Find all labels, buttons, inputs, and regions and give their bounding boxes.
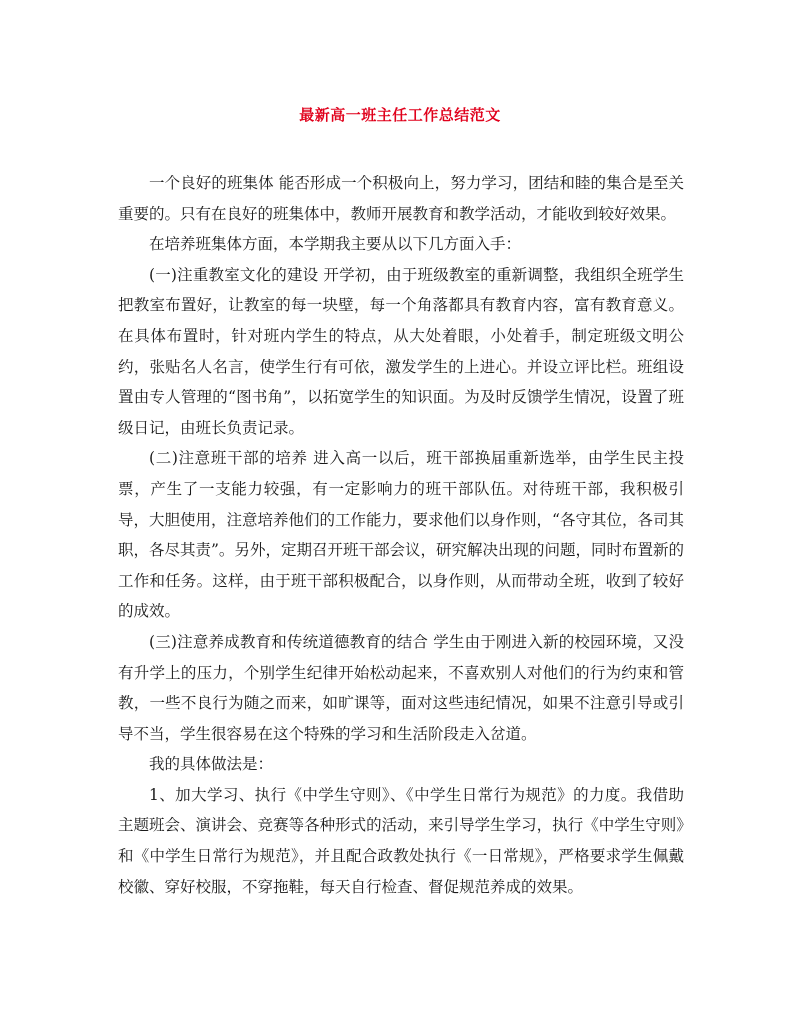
- paragraph-moral-education: (三)注意养成教育和传统道德教育的结合 学生由于刚进入新的校园环境，又没有升学上的压力，个别学生纪律开始松动起来，不喜欢别人对他们的行为约束和管教，一些不良行为随之而来，如旷课等，面对这些违纪情况，如果不注意引导或引导不当，学生很容易在这个特殊的学习和生活阶段走入岔道。: [118, 632, 684, 743]
- paragraph-intro: 一个良好的班集体 能否形成一个积极向上，努力学习，团结和睦的集合是至关重要的。只有在良好的班集体中，教师开展教育和教学活动，才能收到较好效果。: [118, 174, 684, 223]
- paragraph-approach: 在培养班集体方面，本学期我主要从以下几方面入手：: [149, 235, 522, 254]
- document-body: [118, 168, 684, 902]
- document-title: 最新高一班主任工作总结范文: [299, 106, 501, 124]
- paragraph-class-cadres: (二)注意班干部的培养 进入高一以后，班干部换届重新选举，由学生民主投票，产生了一支能力较强，有一定影响力的班干部队伍。对待班干部，我积极引导，大胆使用，注意培养他们的工作能力，要求他们以身作则，“各守其位，各司其职，各尽其责”。另外，定期召开班干部会议，研究解决出现的问题，同时布置新的工作和任务。这样，由于班干部积极配合，以身作则，从而带动全班，收到了较好的成效。: [118, 449, 684, 621]
- paragraph-classroom-culture: (一)注重教室文化的建设 开学初，由于班级教室的重新调整，我组织全班学生把教室布置好，让教室的每一块壁，每一个角落都具有教育内容，富有教育意义。在具体布置时，针对班内学生的特点，从大处着眼，小处着手，制定班级文明公约，张贴名人名言，使学生行有可依，激发学生的上进心。并设立评比栏。班组设置由专人管理的“图书角”，以拓宽学生的知识面。为及时反馈学生情况，设置了班级日记，由班长负责记录。: [118, 265, 684, 437]
- paragraph-method-1: 1、加大学习、执行《中学生守则》、《中学生日常行为规范》的力度。我借助主题班会、演讲会、竞赛等各种形式的活动，来引导学生学习，执行《中学生守则》和《中学生日常行为规范》，并且配合政教处执行《一日常规》，严格要求学生佩戴校徽、穿好校服，不穿拖鞋，每天自行检查、督促规范养成的效果。: [118, 785, 684, 896]
- paragraph-methods-heading: 我的具体做法是：: [149, 755, 274, 774]
